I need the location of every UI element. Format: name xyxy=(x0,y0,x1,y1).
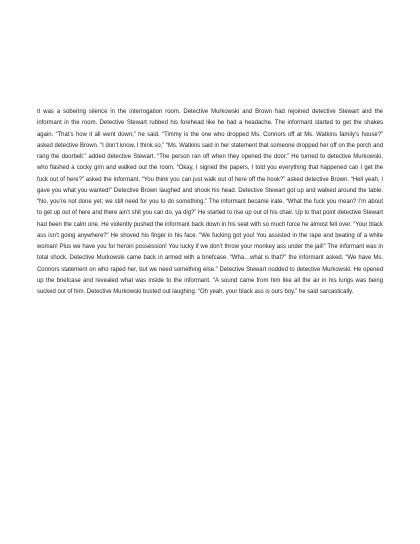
story-paragraph: It was a sobering silence in the interrogation room. Detective Murkowski and Brown had rejoined detective Stewart and the informant in the room. Detective Stewart rubbed his forehead like he had a headache. The informant started to get the shakes again. “That’s how it all went down,” he said. “Timmy is the one who dropped Ms. Connors off at Ms. Watkins family’s house?” asked detective Brown. “I don’t know, I think so,” “Ms. Watkins said in her statement that someone dropped her off on the porch and rang the doorbell.” added detective Stewart. “The person ran off when they opened the door.” He turned to detective Murkowski, who flashed a cocky grin and walked out the room. “Okay, I signed the papers, I told you everything that happened can I get the fuck out of here?” asked the informant. “You think you can just walk out of here off the hook?” asked detective Brown. “Hell yeah, I gave you what you wanted!” Detective Brown laughed and shook his head. Detective Stewart got up and walked around the table. “No, you’re not done yet; we still need for you to do something.” The informant became irate. “What the fuck you mean? I’m about to get up out of here and there ain’t shit you can do, ya dig?” He started to rise up out of his chair. Up to that point detective Stewart had been the calm one. He violently pushed the informant back down in his seat with so much force he almost fell over. “Your black ass isn’t going anywhere?” He shoved his finger in his face. “We fucking got you! You assisted in the rape and beating of a white woman! Plus we have you for heroin possession! You lucky if we don’t throw your monkey ass under the jail!” The informant was in total shock. Detective Murkowski came back in armed with a briefcase. “Wha…what is that?” the informant asked. “We have Ms. Connors statement on who raped her, but we need something else.” Detective Stewart nodded to detective Murkowski. He opened up the briefcase and revealed what was inside to the informant. “A sound came from him like all the air in his lungs was being sucked out of him. Detective Murkowski busted out laughing. “Oh yeah, your black ass is ours boy,” he said sarcastically. xyxy=(37,109,383,295)
